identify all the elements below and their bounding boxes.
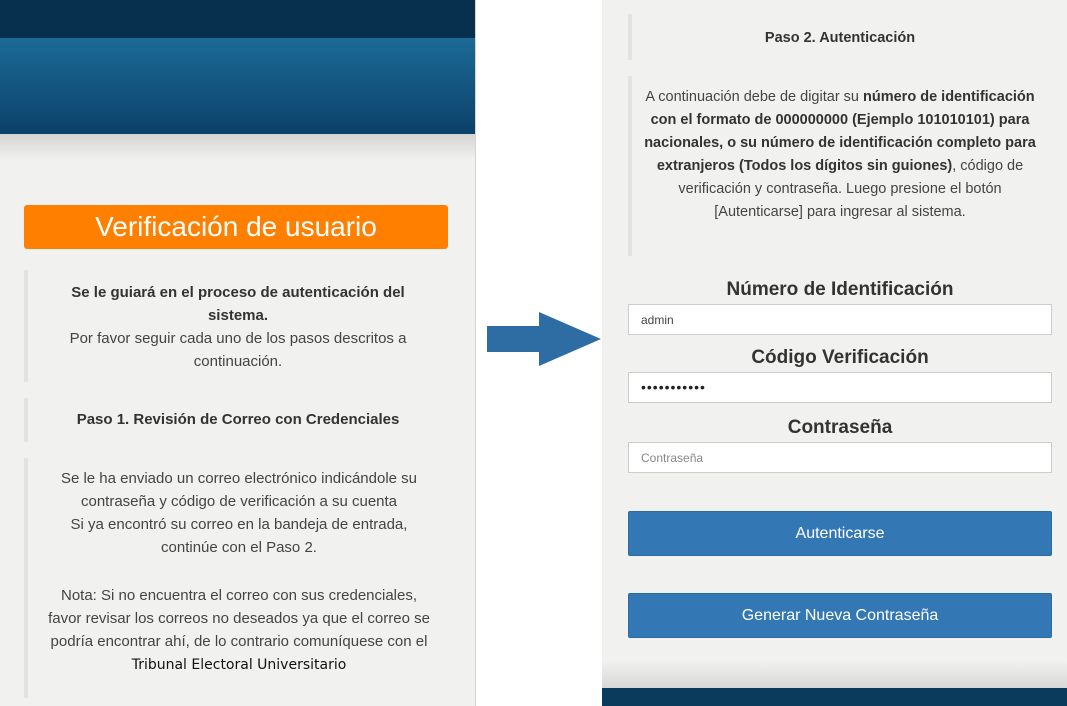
generate-new-password-button[interactable]: Generar Nueva Contraseña (628, 593, 1052, 638)
step2-title: Paso 2. Autenticación (764, 30, 916, 46)
step1-quote-bar-2 (24, 458, 28, 698)
step2-text-bold: número de identificación con el formato de 000000000 (Ejemplo 101010101) para nacionales, o su número de identificación completo para extranjeros (Todos los dígitos sin guiones) (644, 89, 1036, 174)
left-screenshot-panel (0, 0, 476, 706)
header-banner (0, 38, 475, 134)
step2-text-1: A continuación debe de digitar su (645, 89, 864, 105)
password-label: Contraseña (787, 417, 893, 438)
step2-instructions (644, 86, 1036, 224)
step2-quote-bar (628, 76, 632, 256)
note-text: Nota: Si no encuentra el correo con sus credenciales, favor revisar los correos no deseados ya que el correo se podría encontrar ahí, de lo contrario comuníquese con el (48, 587, 430, 650)
id-label: Número de Identificación (726, 279, 954, 300)
footer-shadow (602, 660, 1067, 688)
password-input[interactable] (628, 442, 1052, 473)
header-shadow (0, 134, 475, 160)
intro-block (48, 281, 428, 373)
intro-bold-text: Se le guiará en el proceso de autenticación del sistema. (71, 284, 405, 324)
note-block (44, 584, 434, 677)
code-label: Código Verificación (751, 347, 929, 368)
step1-title-block (48, 408, 428, 431)
intro-quote-bar (24, 270, 28, 382)
note-entity: Tribunal Electoral Universitario (131, 657, 347, 673)
code-input[interactable]: ••••••••••• (628, 372, 1052, 403)
id-input[interactable] (628, 304, 1052, 335)
step1-title: Paso 1. Revisión de Correo con Credenciales (76, 411, 400, 428)
step2-text-2: , código de verificación y contraseña. Luego presione el botón [Autenticarse] para ingresar al sistema. (678, 158, 1024, 220)
footer-bar (602, 688, 1067, 706)
right-arrow-icon (487, 312, 601, 366)
step1-body (44, 467, 434, 559)
authenticate-button[interactable]: Autenticarse (628, 511, 1052, 556)
step1-text-2: Si ya encontró su correo en la bandeja de entrada, continúe con el Paso 2. (70, 516, 408, 556)
header-top-bar (0, 0, 475, 38)
user-verification-title: Verificación de usuario (24, 205, 448, 249)
step1-text: Se le ha enviado un correo electrónico indicándole su contraseña y código de verificación a su cuenta (60, 470, 418, 510)
step1-quote-bar (24, 398, 28, 442)
intro-text: Por favor seguir cada uno de los pasos descritos a continuación. (69, 330, 407, 370)
